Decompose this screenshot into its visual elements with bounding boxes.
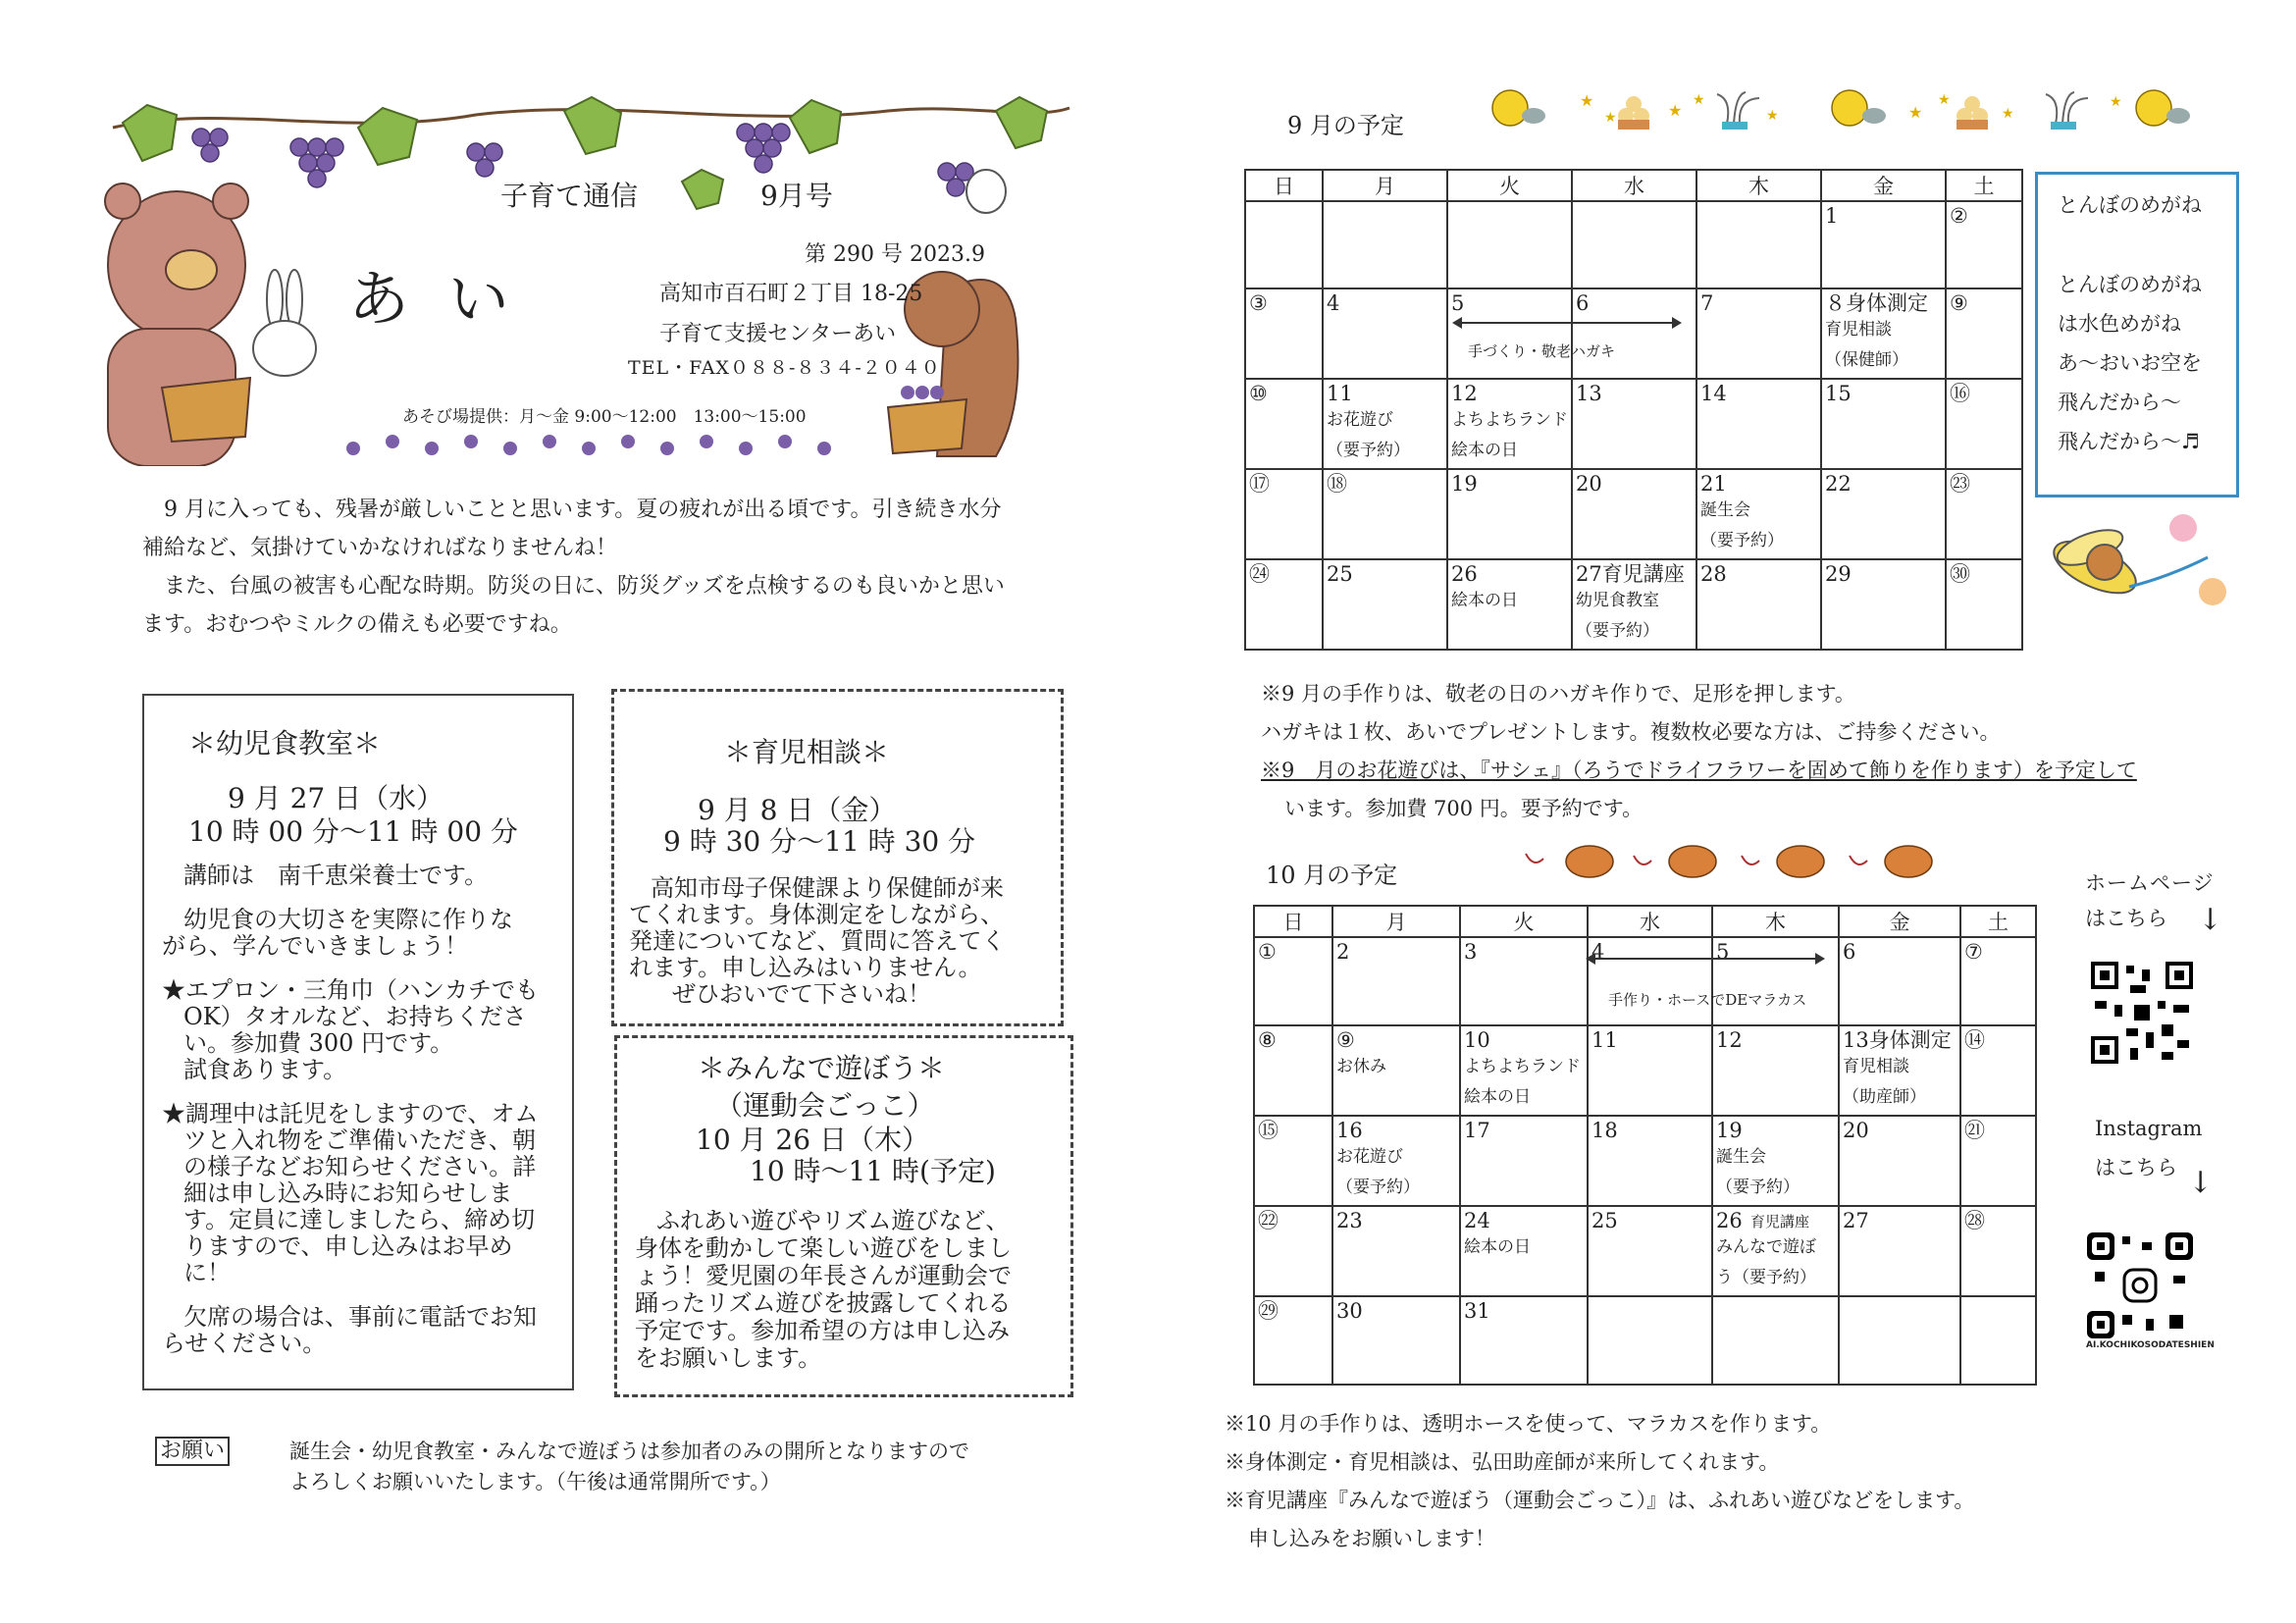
day-event: （要予約） xyxy=(1700,531,1784,550)
sun-icon xyxy=(2136,90,2190,126)
day-note-small: 育児講座 xyxy=(1750,1213,1810,1230)
weekday-sat: 土 xyxy=(1946,170,2022,201)
calendar-day xyxy=(1323,559,1447,650)
day-number: 19 xyxy=(1451,472,1478,496)
day-event: お花遊び xyxy=(1327,410,1393,430)
day-number: 24 xyxy=(1464,1209,1490,1232)
day-number: ㉑ xyxy=(1964,1119,1985,1142)
dango-icon xyxy=(1957,96,1988,130)
calendar-day xyxy=(1254,1116,1332,1206)
instagram-qr-code[interactable] xyxy=(2087,1232,2193,1338)
weekday-thu: 木 xyxy=(1712,906,1839,937)
day-event: う（要予約） xyxy=(1716,1268,1816,1287)
calendar-day xyxy=(1254,937,1332,1025)
calendar-day xyxy=(1821,288,1946,379)
dragonfly-icon xyxy=(2036,508,2242,626)
day-event: よちよちランド xyxy=(1451,410,1568,430)
calendar-day xyxy=(1696,379,1821,469)
event-span-arrow xyxy=(1454,322,1680,324)
consult-time: 9 時 30 分～11 時 30 分 xyxy=(663,825,976,858)
calendar-day xyxy=(1712,1025,1839,1116)
food-class-title: ＊幼児食教室＊ xyxy=(188,727,382,759)
chestnut-icon xyxy=(1885,846,1932,877)
calendar-day xyxy=(1572,288,1696,379)
calendar-week xyxy=(1245,288,2022,379)
day-number: 12 xyxy=(1716,1028,1743,1052)
svg-text:★: ★ xyxy=(1693,92,1705,108)
calendar-day xyxy=(1460,1116,1588,1206)
day-number: ⑮ xyxy=(1258,1119,1278,1142)
calendar-day xyxy=(1712,1206,1839,1296)
day-number: ㉚ xyxy=(1950,562,1970,586)
calendar-day xyxy=(1712,937,1839,1025)
calendar-day xyxy=(1572,559,1696,650)
play-event-time: 10 時～11 時(予定) xyxy=(750,1155,996,1187)
sep-schedule-title: 9 月の予定 xyxy=(1287,112,1404,139)
day-event: 絵本の日 xyxy=(1451,591,1518,610)
day-number: 11 xyxy=(1592,1028,1618,1052)
calendar-day xyxy=(1447,288,1616,379)
calendar-day xyxy=(1447,379,1572,469)
consult-title: ＊育児相談＊ xyxy=(724,736,890,768)
day-number: ㉙ xyxy=(1258,1299,1278,1323)
calendar-day xyxy=(1588,937,1807,1025)
calendar-day xyxy=(1323,469,1447,559)
play-event-body: ふれあい遊びやリズム遊びなど、 身体を動かして楽しい遊びをしまし ょう！愛児園の年長さんが運動会で 踊ったリズム遊びを披露してくれる 予定です。参加希望の方は申し込み をお願いします。 xyxy=(635,1207,1012,1372)
sep-notes: ※9 月の手作りは、敬老の日のハガキ作りで、足形を押します。 ハガキは１枚、あいでプレゼントします。複数枚必要な方は、ご持参ください。 ※9 月のお花遊びは、『サシェ』（ろうでドライフラワーを固めて飾りを作ります）を予定して います。参加費 700 円。要予約です。 xyxy=(1261,682,2137,820)
calendar-day xyxy=(1254,1206,1332,1296)
issue-number: 第 290 号 2023.9 xyxy=(805,242,985,267)
issue-month: 9月号 xyxy=(760,180,833,212)
weekday-fri: 金 xyxy=(1839,906,1960,937)
calendar-day xyxy=(1960,1206,2036,1296)
day-number: 21 xyxy=(1700,472,1727,496)
sun-icon xyxy=(1832,90,1886,126)
consult-box xyxy=(611,689,1064,1026)
day-event: 絵本の日 xyxy=(1464,1087,1531,1107)
calendar-day xyxy=(1447,201,1572,288)
day-number: ⑨ xyxy=(1336,1028,1355,1052)
opening-hours: あそび場提供：月～金 9:00～12:00 13:00～15:00 xyxy=(402,407,807,427)
day-number: 5 xyxy=(1716,940,1730,964)
day-number: 31 xyxy=(1464,1299,1490,1323)
calendar-day xyxy=(1946,201,2022,288)
day-number: 15 xyxy=(1825,382,1852,405)
calendar-day xyxy=(1447,559,1572,650)
day-number: 23 xyxy=(1336,1209,1363,1232)
day-number: 22 xyxy=(1825,472,1852,496)
page-title: あ い xyxy=(348,263,519,335)
day-event: 誕生会 xyxy=(1716,1147,1766,1167)
homepage-label-2: はこちら xyxy=(2085,907,2167,930)
day-event: （要予約） xyxy=(1716,1178,1800,1197)
decoration-row xyxy=(1477,86,2203,135)
day-event: （要予約） xyxy=(1576,621,1659,641)
homepage-qr-code[interactable] xyxy=(2091,962,2193,1064)
weekday-tue: 火 xyxy=(1447,170,1572,201)
calendar-day xyxy=(1332,1206,1460,1296)
day-number: 3 xyxy=(1464,940,1478,964)
calendar-day xyxy=(1572,469,1696,559)
oct-schedule-title: 10 月の予定 xyxy=(1266,862,1398,889)
weekday-fri: 金 xyxy=(1821,170,1946,201)
weekday-sun: 日 xyxy=(1245,170,1323,201)
svg-text:★: ★ xyxy=(2110,94,2122,110)
homepage-label: ホームページ xyxy=(2085,871,2215,895)
day-event: 誕生会 xyxy=(1700,500,1750,520)
day-number: ⑯ xyxy=(1950,382,1970,405)
calendar-day xyxy=(1839,1116,1960,1206)
day-event: （保健師） xyxy=(1825,350,1908,370)
calendar-day xyxy=(1712,1296,1839,1385)
weekday-mon: 月 xyxy=(1332,906,1460,937)
calendar-week xyxy=(1245,379,2022,469)
day-number: 28 xyxy=(1700,562,1727,586)
consult-body: 高知市母子保健課より保健師が来 てくれます。身体測定をしながら、 発達についてなど、質問に答えてく れます。申し込みはいりません。 ぜひおいでて下さいね！ xyxy=(629,874,1006,1008)
calendar-day xyxy=(1588,1206,1712,1296)
calendar-day xyxy=(1332,1025,1460,1116)
instagram-handle: AI.KOCHIKOSODATESHIEN xyxy=(2086,1340,2215,1350)
day-number: ⑭ xyxy=(1964,1028,1985,1052)
day-number: 12 xyxy=(1451,382,1478,405)
calendar-day xyxy=(1588,1116,1712,1206)
day-number: ㉔ xyxy=(1249,562,1270,586)
svg-text:★: ★ xyxy=(2002,106,2014,122)
request-label: お願い xyxy=(155,1437,230,1466)
calendar-day xyxy=(1323,379,1447,469)
chestnut-icon xyxy=(1669,846,1716,877)
dango-icon xyxy=(1618,96,1649,130)
play-event-box xyxy=(614,1035,1073,1397)
calendar-week xyxy=(1254,1116,2036,1206)
day-number: 4 xyxy=(1327,291,1340,315)
day-number: ⑩ xyxy=(1249,382,1268,405)
day-number: 20 xyxy=(1843,1119,1869,1142)
day-number: 25 xyxy=(1592,1209,1618,1232)
day-number: ㉒ xyxy=(1258,1209,1278,1232)
food-class-box xyxy=(142,694,574,1390)
calendar-day xyxy=(1696,201,1821,288)
calendar-day xyxy=(1332,937,1460,1025)
calendar-day xyxy=(1460,1025,1588,1116)
calendar-day xyxy=(1323,201,1447,288)
weekday-sat: 土 xyxy=(1960,906,2036,937)
weekday-thu: 木 xyxy=(1696,170,1821,201)
day-event: （助産師） xyxy=(1843,1087,1926,1107)
calendar-day xyxy=(1712,1116,1839,1206)
weekday-tue: 火 xyxy=(1460,906,1588,937)
calendar-week xyxy=(1254,1206,2036,1296)
day-event: 育児相談 xyxy=(1825,320,1892,340)
svg-text:★: ★ xyxy=(1580,91,1594,110)
arrow-down-icon: ↓ xyxy=(2198,903,2223,937)
day-event: お休み xyxy=(1336,1057,1386,1076)
day-number: ③ xyxy=(1249,291,1268,315)
day-number: 11 xyxy=(1327,382,1353,405)
calendar-day xyxy=(1839,1296,1960,1385)
weekday-mon: 月 xyxy=(1323,170,1447,201)
day-event: 手作り・ホースでDEマラカス xyxy=(1608,991,1807,1009)
calendar-day xyxy=(1960,1296,2036,1385)
day-event: みんなで遊ぼ xyxy=(1716,1237,1816,1257)
calendar-day xyxy=(1460,937,1588,1025)
instagram-label-2: はこちら xyxy=(2095,1156,2177,1179)
calendar-day xyxy=(1245,469,1323,559)
calendar-day xyxy=(1696,288,1821,379)
food-class-date: 9 月 27 日（水） xyxy=(228,782,444,814)
poem-box xyxy=(2035,172,2239,497)
calendar-day xyxy=(1588,1025,1712,1116)
organization: 子育て支援センターあい xyxy=(659,322,897,346)
sun-icon xyxy=(1492,90,1545,126)
calendar-day xyxy=(1332,1296,1460,1385)
intro-text: 9 月に入っても、残暑が厳しいことと思います。夏の疲れが出る頃です。引き続き水分 補給など、気掛けていかなければなりませんね！ また、台風の被害も心配な時期。防災の日に、防災グッズを点検するのも良いかと思い ます。おむつやミルクの備えも必要ですね。 xyxy=(142,497,1005,637)
day-event: よちよちランド xyxy=(1464,1057,1581,1076)
calendar-day xyxy=(1696,469,1821,559)
calendar-day xyxy=(1821,469,1946,559)
weekday-sun: 日 xyxy=(1254,906,1332,937)
calendar-day xyxy=(1245,288,1323,379)
day-number: 1 xyxy=(1825,204,1839,228)
address: 高知市百石町２丁目 18-25 xyxy=(659,282,923,306)
squirrel-icon xyxy=(888,170,1018,456)
day-number: 2 xyxy=(1336,940,1350,964)
calendar-day xyxy=(1460,1296,1588,1385)
calendar-day xyxy=(1696,559,1821,650)
oct-calendar xyxy=(1253,905,2037,1386)
day-number: 26 xyxy=(1451,562,1478,586)
day-number: 29 xyxy=(1825,562,1852,586)
susuki-icon xyxy=(1717,92,1759,130)
svg-text:★: ★ xyxy=(1938,92,1951,108)
day-number: 20 xyxy=(1576,472,1602,496)
day-number: ⑱ xyxy=(1327,472,1347,496)
calendar-day xyxy=(1960,1025,2036,1116)
calendar-week xyxy=(1245,469,2022,559)
calendar-day xyxy=(1245,201,1323,288)
day-event: （要予約） xyxy=(1327,441,1410,460)
calendar-day xyxy=(1821,559,1946,650)
day-event: 絵本の日 xyxy=(1451,441,1518,460)
calendar-day xyxy=(1588,1296,1712,1385)
day-number: 26 xyxy=(1716,1209,1743,1232)
susuki-icon xyxy=(2046,92,2088,130)
weekday-wed: 水 xyxy=(1588,906,1712,937)
calendar-day xyxy=(1323,288,1447,379)
day-number: 5 xyxy=(1451,291,1465,315)
request-text: 誕生会・幼児食教室・みんなで遊ぼうは参加者のみの開所となりますので よろしくお願いいたします。（午後は通常開所です。） xyxy=(289,1440,969,1493)
calendar-day xyxy=(1332,1116,1460,1206)
day-event: 幼児食教室 xyxy=(1576,591,1659,610)
svg-text:★: ★ xyxy=(1908,103,1923,122)
calendar-day xyxy=(1960,937,2036,1025)
food-class-time: 10 時 00 分～11 時 00 分 xyxy=(188,815,518,848)
day-number: 7 xyxy=(1700,291,1714,315)
calendar-day xyxy=(1572,201,1696,288)
newsletter-name: 子育て通信 xyxy=(500,180,639,212)
day-number: 4 xyxy=(1592,940,1605,964)
calendar-day xyxy=(1946,288,2022,379)
day-event: 手づくり・敬老ハガキ xyxy=(1468,342,1616,360)
day-number: ① xyxy=(1258,940,1277,964)
calendar-day xyxy=(1447,469,1572,559)
day-number: 27育児講座 xyxy=(1576,562,1685,586)
oct-notes: ※10 月の手作りは、透明ホースを使って、マラカスを作ります。 ※身体測定・育児相談は、弘田助産師が来所してくれます。 ※育児講座『みんなで遊ぼう（運動会ごっこ）』は、ふれあい遊びなどをします。 申し込みをお願いします！ xyxy=(1225,1412,1975,1550)
instagram-label: Instagram xyxy=(2095,1117,2203,1140)
day-number: ８身体測定 xyxy=(1825,291,1928,315)
calendar-week xyxy=(1245,201,2022,288)
calendar-day xyxy=(1460,1206,1588,1296)
calendar-day xyxy=(1821,201,1946,288)
play-event-subtitle: （運動会ごっこ） xyxy=(715,1089,935,1122)
svg-text:★: ★ xyxy=(1766,108,1779,124)
calendar-day xyxy=(1245,559,1323,650)
day-number: 6 xyxy=(1576,291,1590,315)
calendar-day xyxy=(1254,1296,1332,1385)
chestnut-icon xyxy=(1777,846,1824,877)
phone: TEL・FAX０８８-８３４-２０４０ xyxy=(628,357,941,379)
calendar-day xyxy=(1254,1025,1332,1116)
day-number: 13 xyxy=(1576,382,1602,405)
event-span-arrow xyxy=(1588,958,1823,960)
day-event: 育児相談 xyxy=(1843,1057,1909,1076)
svg-text:★: ★ xyxy=(1668,101,1683,120)
poem-title: とんぼのめがね xyxy=(2058,193,2202,217)
chestnut-icon xyxy=(1566,846,1613,877)
day-number: 13身体測定 xyxy=(1843,1028,1952,1052)
day-number: ⑰ xyxy=(1249,472,1270,496)
play-event-date: 10 月 26 日（木） xyxy=(696,1124,929,1156)
instagram-icon xyxy=(2124,1270,2156,1301)
calendar-day xyxy=(1946,469,2022,559)
day-event: （要予約） xyxy=(1336,1178,1420,1197)
day-number: 16 xyxy=(1336,1119,1363,1142)
day-number: 6 xyxy=(1843,940,1856,964)
day-number: ㉘ xyxy=(1964,1209,1985,1232)
svg-text:★: ★ xyxy=(1604,110,1617,126)
calendar-day xyxy=(1960,1116,2036,1206)
calendar-day xyxy=(1572,379,1696,469)
weekday-wed: 水 xyxy=(1572,170,1696,201)
day-number: 30 xyxy=(1336,1299,1363,1323)
day-event: 絵本の日 xyxy=(1464,1237,1531,1257)
calendar-day xyxy=(1839,1206,1960,1296)
day-number: 14 xyxy=(1700,382,1727,405)
day-number: ㉓ xyxy=(1950,472,1970,496)
day-number: ② xyxy=(1950,204,1968,228)
calendar-day xyxy=(1245,379,1323,469)
sep-calendar xyxy=(1244,169,2023,651)
poem-body: とんぼのめがね は水色めがね あ～おいお空を 飛んだから～ 飛んだから～♬ xyxy=(2058,273,2202,453)
food-class-body: 講師は 南千恵栄養士です。 幼児食の大切さを実際に作りな がら、学んでいきましょう！ ★エプロン・三角巾（ハンカチでも OK）タオルなど、お持ちくださ い。参加費 300 円です。 試食あります。 ★調理中は託児をしますので、オム ツと入れ物をご準備いただき、朝 の様子などお知らせください。詳 細は申し込み時にお知らせしま す。定員に達しましたら、締め切 りますので、申し込みはお早め に！ 欠席の場合は、事前に電話でお知 らせください。 xyxy=(162,862,539,1357)
acorn-decoration-row xyxy=(1516,834,1938,888)
day-number: 18 xyxy=(1592,1119,1618,1142)
day-event: お花遊び xyxy=(1336,1147,1403,1167)
consult-date: 9 月 8 日（金） xyxy=(698,794,897,826)
day-number: ⑧ xyxy=(1258,1028,1277,1052)
calendar-day xyxy=(1839,1025,1960,1116)
play-event-title: ＊みんなで遊ぼう＊ xyxy=(698,1052,946,1084)
calendar-week xyxy=(1245,559,2022,650)
calendar-day xyxy=(1946,559,2022,650)
calendar-day xyxy=(1821,379,1946,469)
day-number: 27 xyxy=(1843,1209,1869,1232)
day-number: 25 xyxy=(1327,562,1353,586)
calendar-week xyxy=(1254,937,2036,1025)
calendar-week xyxy=(1254,1025,2036,1116)
day-number: 17 xyxy=(1464,1119,1490,1142)
calendar-day xyxy=(1839,937,1960,1025)
arrow-down-icon: ↓ xyxy=(2188,1166,2214,1200)
calendar-day xyxy=(1946,379,2022,469)
day-number: ⑦ xyxy=(1964,940,1983,964)
day-number: ⑨ xyxy=(1950,291,1968,315)
calendar-week xyxy=(1254,1296,2036,1385)
day-number: 19 xyxy=(1716,1119,1743,1142)
day-number: 10 xyxy=(1464,1028,1490,1052)
